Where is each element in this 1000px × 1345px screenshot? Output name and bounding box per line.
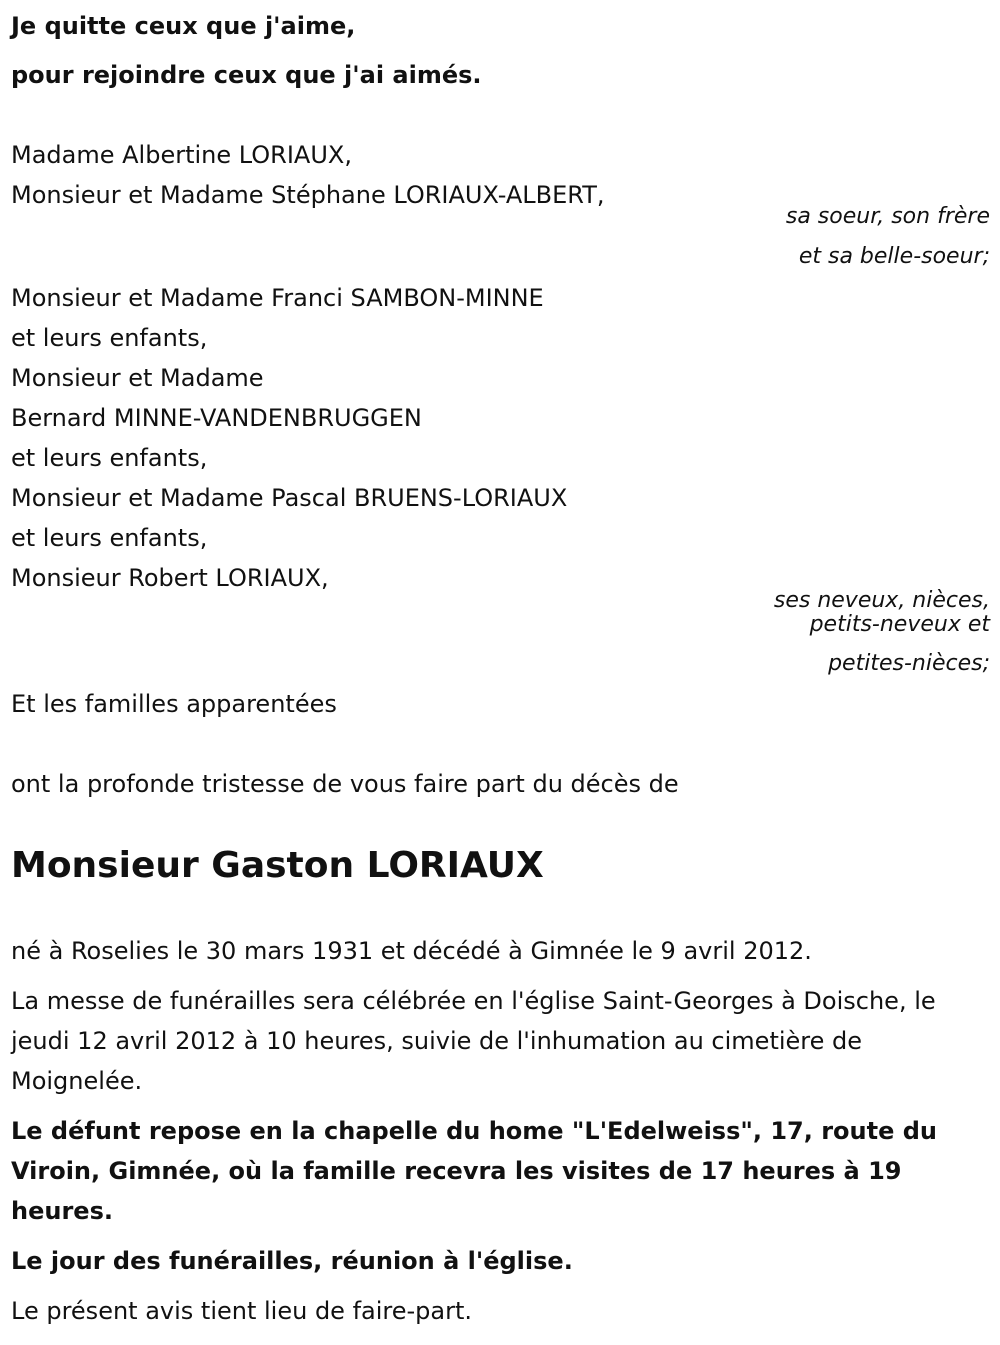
relation-label: petites-nièces; (828, 651, 990, 676)
mourner-name: Monsieur et Madame Franci SAMBON-MINNE (11, 284, 544, 312)
epigraph-line-2: pour rejoindre ceux que j'ai aimés. (11, 61, 482, 89)
relation-label: sa soeur, son frère (785, 204, 990, 229)
relation-label: et sa belle-soeur; (798, 244, 990, 269)
families-line: Et les familles apparentées (11, 690, 337, 718)
mourner-name: et leurs enfants, (11, 324, 208, 352)
relation-label: petits-neveux et (809, 612, 990, 637)
epigraph-line-1: Je quitte ceux que j'aime, (11, 12, 356, 40)
mourner-name: Madame Albertine LORIAUX, (11, 141, 352, 169)
notice-line: Le présent avis tient lieu de faire-part. (11, 1297, 473, 1325)
mourner-name: et leurs enfants, (11, 444, 208, 472)
mourner-name: et leurs enfants, (11, 524, 208, 552)
funeral-mass-paragraph: La messe de funérailles sera célébrée en l'église Saint-Georges à Doische, le jeudi 12 avril 2012 à 10 heures, suivie de l'inhumation au cimetière de Moignelée. (11, 987, 936, 1095)
birth-death-line: né à Roselies le 30 mars 1931 et décédé à Gimnée le 9 avril 2012. (11, 937, 812, 965)
rest-place-paragraph: Le défunt repose en la chapelle du home "L'Edelweiss", 17, route du Viroin, Gimnée, où la famille recevra les visites de 17 heures à 19 heures. (11, 1117, 938, 1225)
mourner-name: Monsieur et Madame Stéphane LORIAUX-ALBERT, (11, 181, 605, 209)
gathering-line: Le jour des funérailles, réunion à l'église. (11, 1247, 573, 1275)
mourner-name: Bernard MINNE-VANDENBRUGGEN (11, 404, 422, 432)
deceased-name: Monsieur Gaston LORIAUX (11, 845, 544, 886)
announcement-line: ont la profonde tristesse de vous faire part du décès de (11, 770, 679, 798)
relation-label: ses neveux, nièces, (773, 588, 990, 613)
mourner-name: Monsieur et Madame Pascal BRUENS-LORIAUX (11, 484, 568, 512)
mourner-name: Monsieur Robert LORIAUX, (11, 564, 329, 592)
mourner-name: Monsieur et Madame (11, 364, 264, 392)
